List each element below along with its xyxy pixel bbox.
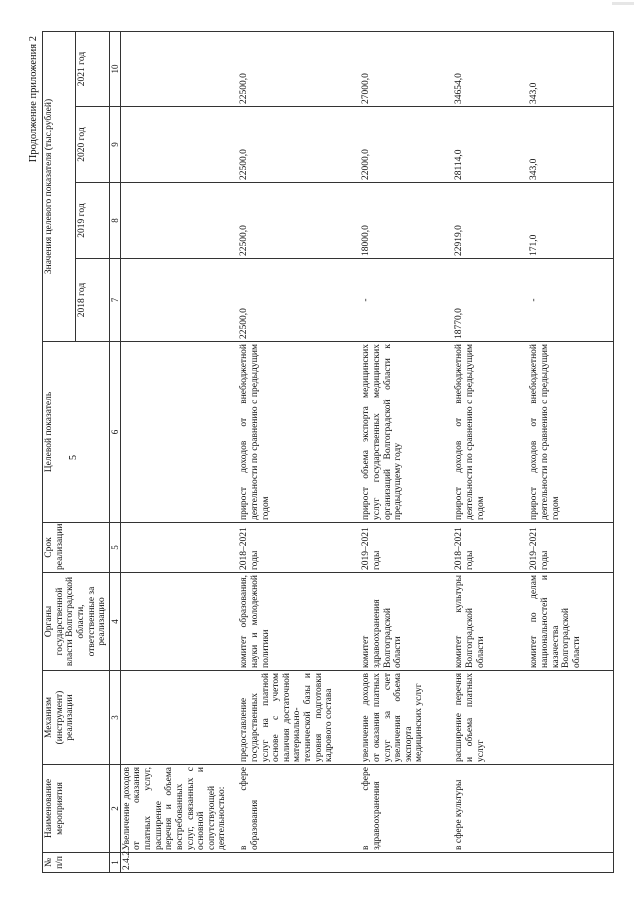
row-value-2019 bbox=[120, 183, 238, 259]
colnum-10: 10 bbox=[109, 32, 120, 107]
table-row bbox=[120, 32, 238, 873]
row-value-2018: - bbox=[360, 259, 453, 342]
table-row bbox=[360, 32, 453, 873]
row-name: в сфере образования bbox=[238, 765, 360, 853]
row-name bbox=[528, 765, 613, 853]
colnum-3: 3 bbox=[109, 671, 120, 765]
row-value-2019: 171,0 bbox=[528, 183, 613, 259]
row-value-2020: 22000,0 bbox=[360, 107, 453, 183]
row-mechanism: расширение перечня и объема платных услуг bbox=[453, 671, 528, 765]
row-num bbox=[528, 853, 613, 873]
header-year-2019: 2019 год bbox=[76, 183, 109, 259]
colnum-4: 4 bbox=[109, 573, 120, 671]
table-row bbox=[238, 32, 360, 873]
column-number-row bbox=[109, 32, 120, 873]
row-org: комитет образования, науки и молодежной политики bbox=[238, 573, 360, 671]
row-value-2021 bbox=[120, 32, 238, 107]
colnum-2: 2 bbox=[109, 765, 120, 853]
colnum-1: 1 bbox=[109, 853, 120, 873]
header-num: № п/п bbox=[43, 853, 110, 873]
row-term: 2018–2021 годы bbox=[238, 523, 360, 573]
row-value-2018: 22500,0 bbox=[238, 259, 360, 342]
row-term: 2019–2021 годы bbox=[360, 523, 453, 573]
page-number: 5 bbox=[68, 455, 79, 460]
row-value-2021: 27000,0 bbox=[360, 32, 453, 107]
row-mechanism: предоставление государственных услуг на платной основе с учетом наличия достаточной материально-технической базы и уровня подготовки кадрового состава bbox=[238, 671, 360, 765]
row-mechanism: увеличение доходов от оказания платных услуг за счет увеличения объема экспорта медицинских услуг bbox=[360, 671, 453, 765]
row-value-2021: 343,0 bbox=[528, 32, 613, 107]
colnum-5: 5 bbox=[109, 523, 120, 573]
row-value-2020: 28114,0 bbox=[453, 107, 528, 183]
row-indicator: прирост объема экспорта медицинских услуг государственных медицинских организаций Волгоградской области к предыдущему году bbox=[360, 342, 453, 523]
row-term: 2019–2021 годы bbox=[528, 523, 613, 573]
row-value-2020: 343,0 bbox=[528, 107, 613, 183]
row-indicator: прирост доходов от внебюджетной деятельности по сравнению с предыдущим годом bbox=[238, 342, 360, 523]
row-value-2019: 22500,0 bbox=[238, 183, 360, 259]
row-value-2020: 22500,0 bbox=[238, 107, 360, 183]
table-row bbox=[453, 32, 528, 873]
continuation-label: Продолжение приложения 2 bbox=[28, 36, 39, 163]
row-name: Увеличение доходов от оказания платных услуг, расширение перечня и объема востребованных услуг, связанных с основной и сопутствующей деятельностью: bbox=[120, 765, 238, 853]
row-num bbox=[453, 853, 528, 873]
row-indicator: прирост доходов от внебюджетной деятельности по сравнению с предыдущим годом bbox=[528, 342, 613, 523]
header-year-2020: 2020 год bbox=[76, 107, 109, 183]
header-name: Наименование мероприятия bbox=[43, 765, 110, 853]
row-indicator bbox=[120, 342, 238, 523]
row-org bbox=[120, 573, 238, 671]
header-year-2018: 2018 год bbox=[76, 259, 109, 342]
row-value-2018: 18770,0 bbox=[453, 259, 528, 342]
row-value-2021: 22500,0 bbox=[238, 32, 360, 107]
row-org: комитет культуры Волгоградской области bbox=[453, 573, 528, 671]
row-num bbox=[360, 853, 453, 873]
header-term: Срок реализации bbox=[43, 523, 110, 573]
row-value-2018 bbox=[120, 259, 238, 342]
header-year-2021: 2021 год bbox=[76, 32, 109, 107]
row-mechanism bbox=[120, 671, 238, 765]
row-mechanism bbox=[528, 671, 613, 765]
row-org: комитет по делам национальностей и казачества Волгоградской области bbox=[528, 573, 613, 671]
colnum-7: 7 bbox=[109, 259, 120, 342]
row-name: в сфере здравоохранения bbox=[360, 765, 453, 853]
row-num: 2.4.2. bbox=[120, 853, 238, 873]
header-mechanism: Механизм (инструмент) реализации bbox=[43, 671, 110, 765]
row-org: комитет здравоохранения Волгоградской области bbox=[360, 573, 453, 671]
colnum-9: 9 bbox=[109, 107, 120, 183]
header-values-group: Значения целевого показателя (тыс.рублей) bbox=[43, 32, 76, 342]
row-num bbox=[238, 853, 360, 873]
row-term bbox=[120, 523, 238, 573]
header-indicator: Целевой показатель bbox=[43, 342, 110, 523]
row-term: 2018–2021 годы bbox=[453, 523, 528, 573]
table-row bbox=[528, 32, 613, 873]
colnum-6: 6 bbox=[109, 342, 120, 523]
row-value-2019: 22919,0 bbox=[453, 183, 528, 259]
header-row bbox=[43, 32, 76, 873]
row-value-2018: - bbox=[528, 259, 613, 342]
row-value-2020 bbox=[120, 107, 238, 183]
row-value-2019: 18000,0 bbox=[360, 183, 453, 259]
row-name: в сфере культуры bbox=[453, 765, 528, 853]
measures-table bbox=[42, 31, 614, 873]
header-org: Органы государственной власти Волгоградской области, ответственные за реализацию bbox=[43, 573, 110, 671]
row-value-2021: 34654,0 bbox=[453, 32, 528, 107]
row-indicator: прирост доходов от внебюджетной деятельности по сравнению с предыдущим годом bbox=[453, 342, 528, 523]
colnum-8: 8 bbox=[109, 183, 120, 259]
